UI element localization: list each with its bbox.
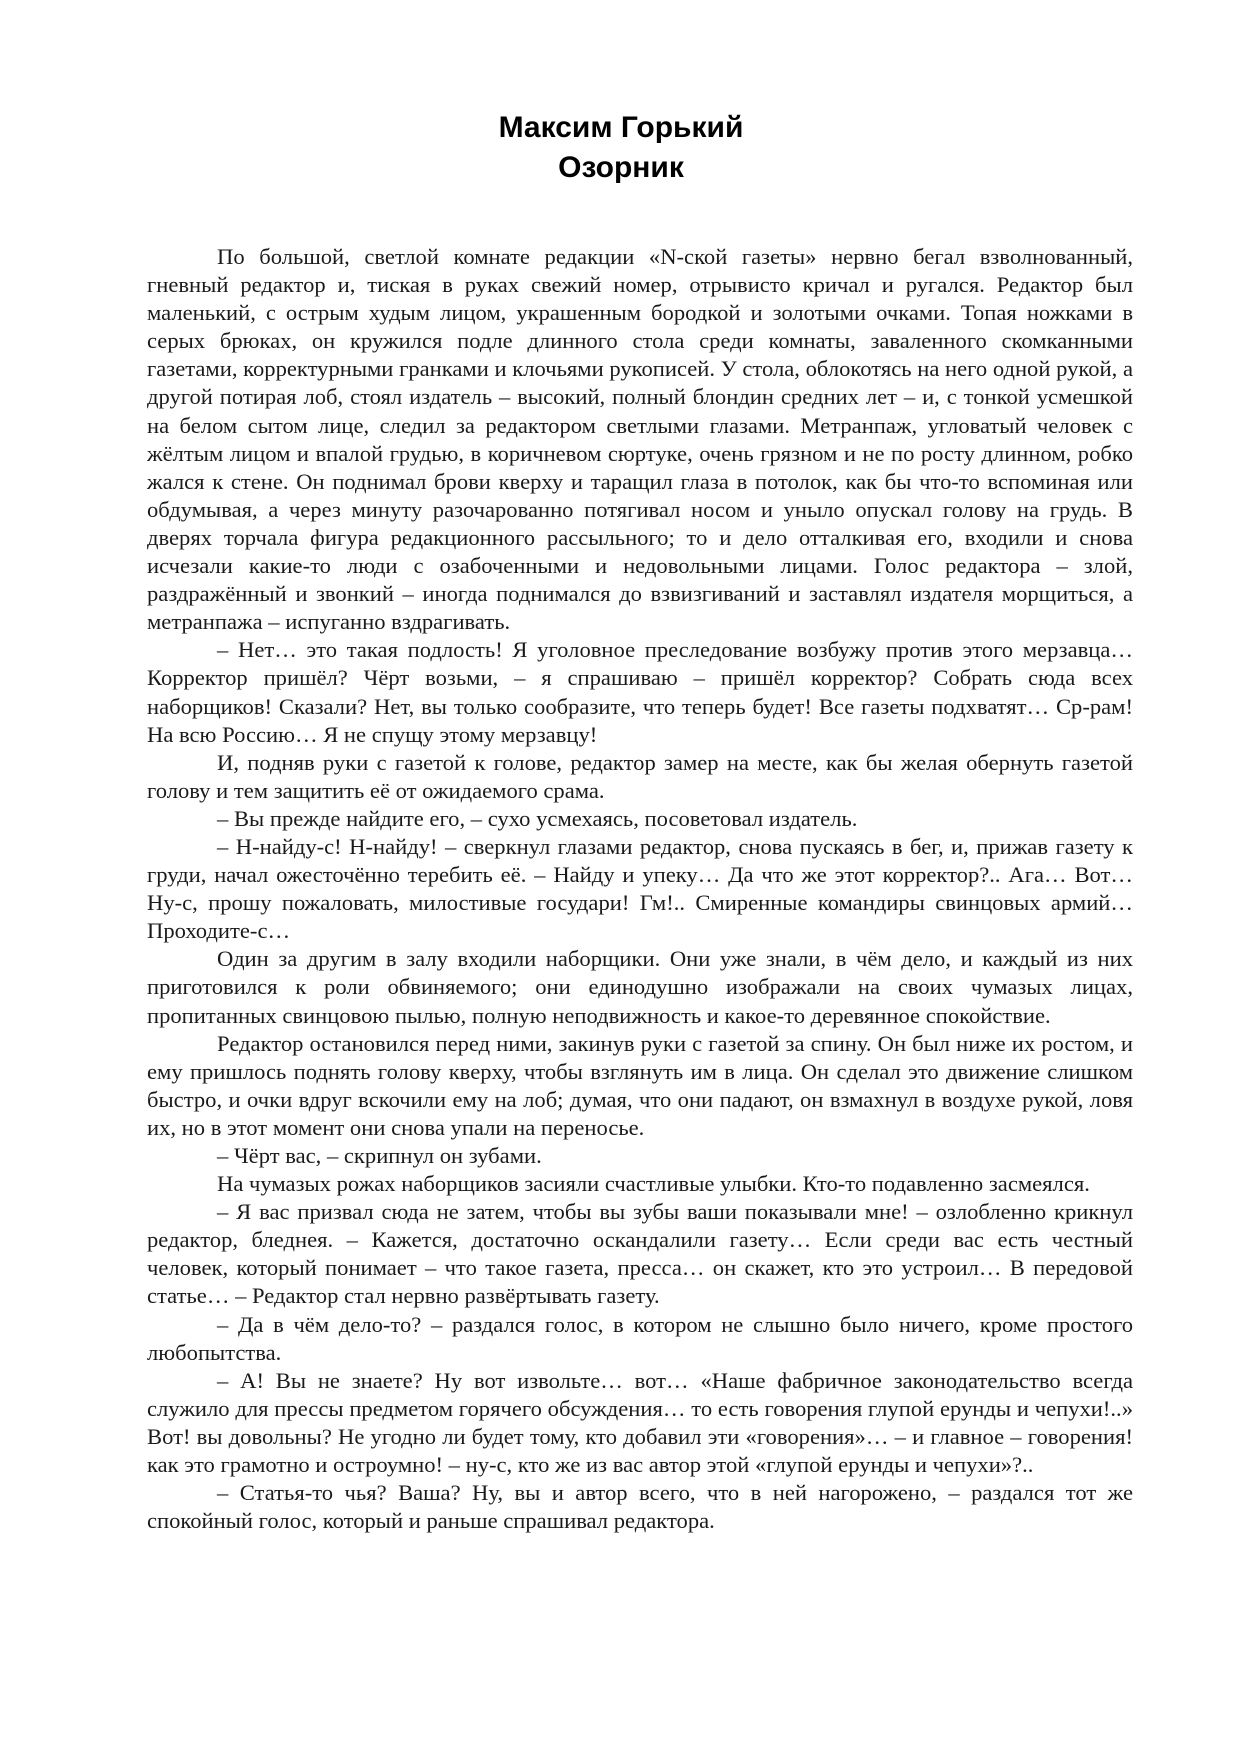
story-text (147, 243, 1133, 1535)
paragraph: Редактор остановился перед ними, закинув руки с газетой за спину. Он был ниже их ростом, и ему пришлось поднять голову кверху, чтобы взглянуть им в лица. Он сделал это движение слишком быстро, и очки вдруг вскочили ему на лоб; думая, что они падают, он взмахнул в воздухе рукой, ловя их, но в этот момент они снова упали на переносье. (147, 1030, 1133, 1140)
paragraph: По большой, светлой комнате редакции «N-ской газеты» нервно бегал взволнованный, гневный редактор и, тиская в руках свежий номер, отрывисто кричал и ругался. Редактор был маленький, с острым худым лицом, украшенным бородкой и золотыми очками. Топая ножками в серых брюках, он кружился подле длинного стола среди комнаты, заваленного скомканными газетами, корректурными гранками и клочьями рукописей. У стола, облокотясь на него одной рукой, а другой потирая лоб, стоял издатель – высокий, полный блондин средних лет – и, с тонкой усмешкой на белом сытом лице, следил за редактором светлыми глазами. Метранпаж, угловатый человек с жёлтым лицом и впалой грудью, в коричневом сюртуке, очень грязном и не по росту длинном, робко жался к стене. Он поднимал брови кверху и таращил глаза в потолок, как бы что-то вспоминая или обдумывая, а через минуту разочарованно потягивал носом и уныло опускал голову на грудь. В дверях торчала фигура редакционного рассыльного; то и дело отталкивая его, входили и снова исчезали какие-то люди с озабоченными и недовольными лицами. Голос редактора – злой, раздражённый и звонкий – иногда поднимался до взвизгиваний и заставлял издателя морщиться, а метранпажа – испуганно вздрагивать. (147, 244, 1133, 635)
paragraph: – Вы прежде найдите его, – сухо усмехаясь, посоветовал издатель. (217, 805, 858, 831)
paragraph: – Чёрт вас, – скрипнул он зубами. (217, 1143, 542, 1168)
paragraph: – Да в чём дело-то? – раздался голос, в котором не слышно было ничего, кроме простого любопытства. (147, 1311, 1133, 1365)
paragraph: – А! Вы не знаете? Ну вот извольте… вот… «Наше фабричное законодательство всегда служило для прессы предметом горячего обсуждения… то есть говорения глупой ерунды и чепухи!..» Вот! вы довольны? Не угодно ли будет тому, кто добавил эти «говорения»… – и главное – говорения! как это грамотно и остроумно! – ну-с, кто же из вас автор этой «глупой ерунды и чепухи»?.. (147, 1367, 1133, 1478)
paragraph: – Статья-то чья? Ваша? Ну, вы и автор всего, что в ней нагорожено, – раздался тот же спокойный голос, который и раньше спрашивал редактора. (147, 1480, 1133, 1534)
paragraph: На чумазых рожах наборщиков засияли счастливые улыбки. Кто-то подавленно засмеялся. (217, 1171, 1090, 1197)
author-heading: Максим Горький (498, 111, 744, 144)
paragraph: – Нет… это такая подлость! Я уголовное преследование возбужу против этого мерзавца… Корректор пришёл? Чёрт возьми, – я спрашиваю – пришёл корректор? Собрать сюда всех наборщиков! Сказали? Нет, вы только сообразите, что теперь будет! Все газеты подхватят… Ср-рам! На всю Россию… Я не спущу этому мерзавцу! (147, 637, 1133, 747)
paragraph: – Н-найду-с! Н-найду! – сверкнул глазами редактор, снова пускаясь в бег, и, прижав газету к груди, начал ожесточённо теребить её. – Найду и упеку… Да что же этот корректор?.. Ага… Вот… Ну-с, прошу пожаловать, милостивые государи! Гм!.. Смиренные командиры свинцовых армий… Проходите-с… (147, 833, 1133, 944)
paragraph: – Я вас призвал сюда не затем, чтобы вы зубы ваши показывали мне! – озлобленно крикнул редактор, бледнея. – Кажется, достаточно оскандалили газету… Если среди вас есть честный человек, который понимает – что такое газета, пресса… он скажет, кто это устроил… В передовой статье… – Редактор стал нервно развёртывать газету. (147, 1199, 1133, 1309)
paragraph: Один за другим в залу входили наборщики. Они уже знали, в чём дело, и каждый из них приготовился к роли обвиняемого; они единодушно изображали на своих чумазых лицах, пропитанных свинцовою пылью, полную неподвижность и какое-то деревянное спокойствие. (147, 946, 1133, 1028)
paragraph: И, подняв руки с газетой к голове, редактор замер на месте, как бы желая обернуть газетой голову и тем защитить её от ожидаемого срама. (147, 749, 1133, 803)
work-title-heading: Озорник (558, 151, 684, 184)
